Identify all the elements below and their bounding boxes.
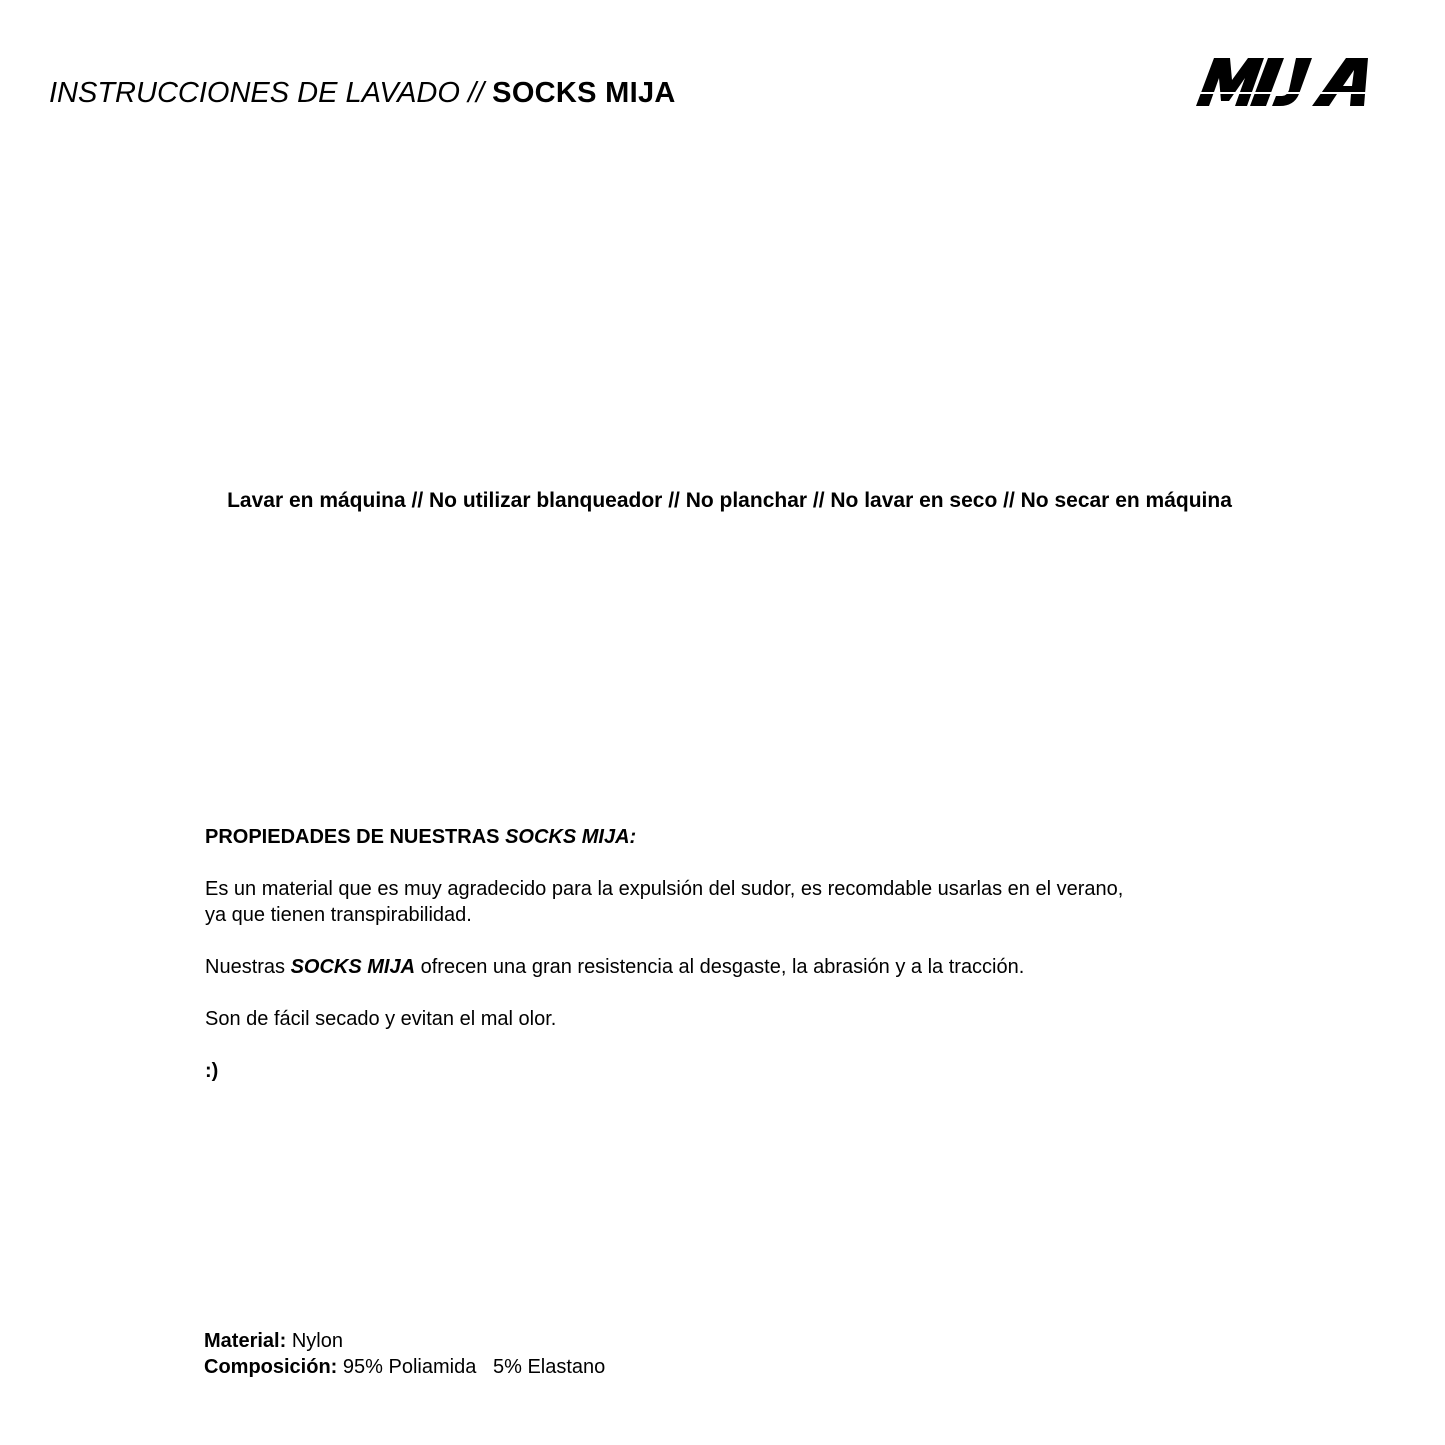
material-row xyxy=(204,1328,605,1354)
properties-paragraph-2 xyxy=(205,954,1225,980)
properties-heading xyxy=(205,824,1225,850)
title-italic: INSTRUCCIONES DE LAVADO // xyxy=(49,77,485,109)
logo-text: MIJA xyxy=(1192,56,1195,57)
logo-cut-line xyxy=(1192,92,1396,94)
material-label: Material: xyxy=(204,1330,287,1352)
para2-before: Nuestras xyxy=(205,956,286,978)
para2-after: ofrecen una gran resistencia al desgaste, la abrasión y a la tracción. xyxy=(420,956,1025,978)
para1-line2: ya que tienen transpirabilidad. xyxy=(205,904,472,926)
properties-paragraph-3: Son de fácil secado y evitan el mal olor. xyxy=(205,1008,557,1030)
composition-value: 95% Poliamida 5% Elastano xyxy=(342,1356,606,1378)
care-instructions: Lavar en máquina // No utilizar blanqueador // No planchar // No lavar en seco // No secar en máquina xyxy=(227,489,1232,512)
specs-section xyxy=(204,1328,605,1380)
properties-heading-bold: PROPIEDADES DE NUESTRAS xyxy=(205,826,500,848)
composition-row xyxy=(204,1354,605,1380)
title-bold: SOCKS MIJA xyxy=(492,77,676,109)
para1-line1: Es un material que es muy agradecido para la expulsión del sudor, es recomdable usarlas en el verano, xyxy=(205,878,1124,900)
mija-logo xyxy=(1192,56,1396,108)
properties-section xyxy=(205,824,1225,1084)
logo-letter-a xyxy=(1312,58,1368,106)
properties-heading-italic: SOCKS MIJA: xyxy=(505,826,637,848)
composition-label: Composición: xyxy=(204,1356,338,1378)
page-title xyxy=(49,75,676,111)
material-value: Nylon xyxy=(291,1330,343,1352)
smiley: :) xyxy=(205,1060,219,1082)
properties-paragraph-1 xyxy=(205,876,1225,928)
para2-emphasis: SOCKS MIJA xyxy=(290,956,416,978)
